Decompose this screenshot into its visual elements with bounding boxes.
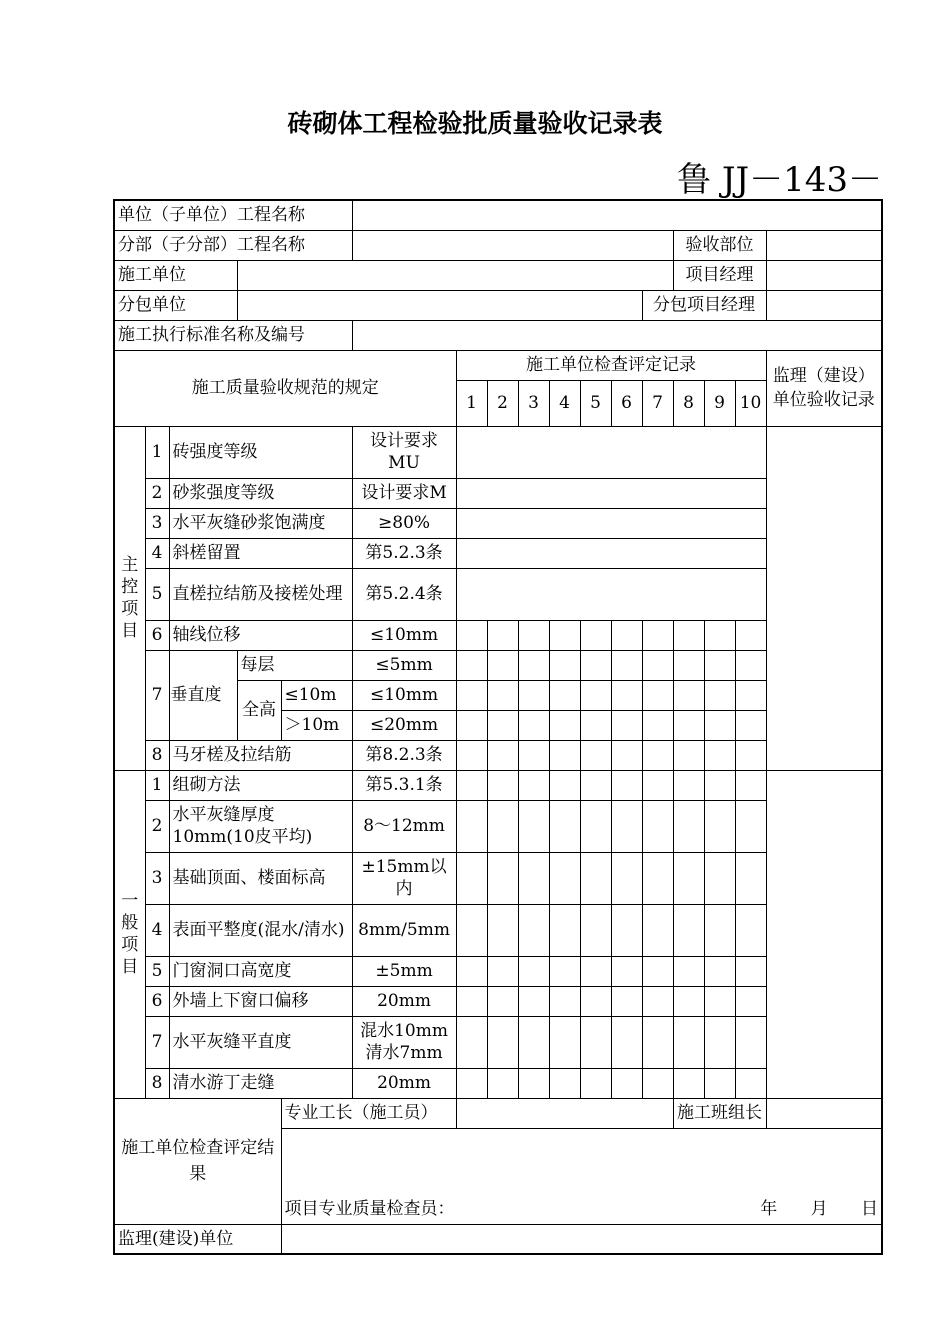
record-cell[interactable] (456, 800, 487, 852)
record-cell[interactable] (549, 680, 580, 710)
record-cell[interactable] (487, 1068, 518, 1098)
record-cell[interactable] (518, 770, 549, 800)
main-control-label: 主控项目 (114, 426, 145, 770)
item-no: 4 (145, 904, 169, 956)
item-requirement: 设计要求M (352, 478, 456, 508)
form-code: 鲁 JJ－143－ (677, 160, 882, 200)
col-number: 5 (580, 380, 611, 426)
record-cell[interactable] (735, 800, 766, 852)
record-cell[interactable] (487, 620, 518, 650)
record-cell[interactable] (673, 956, 704, 986)
item-name: 砖强度等级 (169, 426, 352, 478)
record-cell[interactable] (735, 740, 766, 770)
col-number: 1 (456, 380, 487, 426)
record-cell[interactable] (642, 1068, 673, 1098)
record-cell[interactable] (735, 904, 766, 956)
record-cell[interactable] (580, 800, 611, 852)
record-cell[interactable] (642, 770, 673, 800)
record-cell[interactable] (580, 680, 611, 710)
record-cell[interactable] (518, 680, 549, 710)
record-cell[interactable] (456, 568, 766, 620)
record-cell[interactable] (580, 770, 611, 800)
record-cell[interactable] (735, 710, 766, 740)
record-cell[interactable] (642, 1016, 673, 1068)
record-cell[interactable] (487, 710, 518, 740)
supervision-unit-label: 监理(建设)单位 (114, 1224, 281, 1254)
col-number: 7 (642, 380, 673, 426)
record-cell[interactable] (704, 710, 735, 740)
record-cell[interactable] (673, 620, 704, 650)
record-cell[interactable] (735, 680, 766, 710)
record-cell[interactable] (642, 800, 673, 852)
record-cell[interactable] (611, 770, 642, 800)
record-cell[interactable] (580, 904, 611, 956)
record-cell[interactable] (704, 680, 735, 710)
record-cell[interactable] (549, 986, 580, 1016)
record-cell[interactable] (704, 1016, 735, 1068)
item-name: 直槎拉结筋及接槎处理 (169, 568, 352, 620)
item-name: 轴线位移 (169, 620, 352, 650)
accept-part-value[interactable] (766, 230, 882, 260)
item-name: 组砌方法 (169, 770, 352, 800)
record-cell[interactable] (456, 680, 487, 710)
record-cell[interactable] (704, 986, 735, 1016)
item-name: 水平灰缝平直度 (169, 1016, 352, 1068)
item-no: 5 (145, 956, 169, 986)
record-cell[interactable] (456, 770, 487, 800)
item-requirement: 第5.2.3条 (352, 538, 456, 568)
record-cell[interactable] (549, 852, 580, 904)
record-cell[interactable] (456, 904, 487, 956)
record-cell[interactable] (642, 740, 673, 770)
record-cell[interactable] (518, 904, 549, 956)
record-cell[interactable] (611, 740, 642, 770)
record-cell[interactable] (704, 1068, 735, 1098)
inspection-result-cell[interactable] (281, 1128, 882, 1224)
item-requirement: ±5mm (352, 956, 456, 986)
general-row-1 (114, 770, 882, 800)
record-cell[interactable] (487, 740, 518, 770)
record-cell[interactable] (487, 770, 518, 800)
col-number: 10 (735, 380, 766, 426)
record-cell[interactable] (735, 986, 766, 1016)
record-cell[interactable] (456, 710, 487, 740)
full-height-label: 全高 (237, 680, 281, 740)
record-cell[interactable] (611, 1016, 642, 1068)
item-name: 砂浆强度等级 (169, 478, 352, 508)
item-no: 6 (145, 620, 169, 650)
record-cell[interactable] (735, 852, 766, 904)
row-subcontractor (114, 290, 882, 320)
record-cell[interactable] (580, 956, 611, 986)
sub-project-label: 分部（子分部）工程名称 (114, 230, 352, 260)
record-cell[interactable] (456, 986, 487, 1016)
record-cell[interactable] (673, 800, 704, 852)
record-cell[interactable] (549, 1068, 580, 1098)
record-cell[interactable] (580, 1016, 611, 1068)
record-cell[interactable] (611, 904, 642, 956)
record-cell[interactable] (611, 710, 642, 740)
height-le10-label: ≤10m (281, 680, 352, 710)
record-cell[interactable] (456, 1016, 487, 1068)
record-cell[interactable] (549, 740, 580, 770)
check-record-header: 施工单位检查评定记录 (456, 350, 766, 380)
item-requirement: ≤5mm (352, 650, 456, 680)
team-leader-label: 施工班组长 (673, 1098, 766, 1128)
foreman-value[interactable] (456, 1098, 673, 1128)
record-cell[interactable] (487, 852, 518, 904)
item-no: 1 (145, 426, 169, 478)
record-cell[interactable] (456, 852, 487, 904)
project-manager-label: 项目经理 (673, 260, 766, 290)
subcontractor-value[interactable] (237, 290, 642, 320)
record-cell[interactable] (487, 650, 518, 680)
main-control-supervision[interactable] (766, 426, 882, 770)
unit-project-label: 单位（子单位）工程名称 (114, 200, 352, 230)
record-cell[interactable] (487, 986, 518, 1016)
item-no: 6 (145, 986, 169, 1016)
record-cell[interactable] (518, 710, 549, 740)
record-cell[interactable] (611, 986, 642, 1016)
spec-header: 施工质量验收规范的规定 (114, 350, 456, 426)
record-cell[interactable] (487, 680, 518, 710)
record-cell[interactable] (549, 904, 580, 956)
record-cell[interactable] (673, 770, 704, 800)
item-name: 门窗洞口高宽度 (169, 956, 352, 986)
item-no: 1 (145, 770, 169, 800)
construction-unit-value[interactable] (237, 260, 673, 290)
record-cell[interactable] (611, 1068, 642, 1098)
record-cell[interactable] (704, 770, 735, 800)
item-requirement: ≤10mm (352, 680, 456, 710)
record-cell[interactable] (642, 904, 673, 956)
record-cell[interactable] (673, 740, 704, 770)
record-cell[interactable] (518, 800, 549, 852)
item-requirement: ≥80% (352, 508, 456, 538)
record-cell[interactable] (518, 650, 549, 680)
record-cell[interactable] (456, 478, 766, 508)
record-cell[interactable] (704, 650, 735, 680)
record-cell[interactable] (487, 800, 518, 852)
supervision-header: 监理（建设）单位验收记录 (766, 350, 882, 426)
record-cell[interactable] (549, 770, 580, 800)
record-cell[interactable] (704, 740, 735, 770)
record-cell[interactable] (518, 620, 549, 650)
record-cell[interactable] (456, 740, 487, 770)
col-number: 9 (704, 380, 735, 426)
item-no: 8 (145, 740, 169, 770)
record-cell[interactable] (549, 1016, 580, 1068)
record-cell[interactable] (549, 710, 580, 740)
record-cell[interactable] (549, 800, 580, 852)
footer-row-1 (114, 1098, 882, 1128)
item-no: 3 (145, 852, 169, 904)
item-no: 5 (145, 568, 169, 620)
general-supervision[interactable] (766, 770, 882, 1098)
col-number: 8 (673, 380, 704, 426)
record-cell[interactable] (518, 852, 549, 904)
item-requirement: 第5.2.4条 (352, 568, 456, 620)
record-cell[interactable] (611, 800, 642, 852)
record-cell[interactable] (611, 852, 642, 904)
footer-row-3 (114, 1224, 882, 1254)
record-cell[interactable] (642, 650, 673, 680)
record-cell[interactable] (735, 650, 766, 680)
record-cell[interactable] (673, 680, 704, 710)
record-cell[interactable] (456, 508, 766, 538)
record-cell[interactable] (580, 710, 611, 740)
record-cell[interactable] (704, 800, 735, 852)
item-requirement: 20mm (352, 1068, 456, 1098)
row-standard (114, 320, 882, 350)
inspector-label: 项目专业质量检查员： (284, 1198, 455, 1219)
item-requirement: 8mm/5mm (352, 904, 456, 956)
item-name: 水平灰缝厚度10mm(10皮平均) (169, 800, 352, 852)
record-cell[interactable] (673, 710, 704, 740)
record-cell[interactable] (611, 956, 642, 986)
sub-project-manager-label: 分包项目经理 (642, 290, 766, 320)
item-name: 基础顶面、楼面标高 (169, 852, 352, 904)
page-title: 砖砌体工程检验批质量验收记录表 (287, 109, 663, 138)
record-cell[interactable] (735, 956, 766, 986)
project-manager-value[interactable] (766, 260, 882, 290)
record-cell[interactable] (673, 852, 704, 904)
record-cell[interactable] (704, 904, 735, 956)
item-no: 4 (145, 538, 169, 568)
record-cell[interactable] (673, 904, 704, 956)
item-no: 8 (145, 1068, 169, 1098)
item-requirement: ≤20mm (352, 710, 456, 740)
row-colhead-1 (114, 350, 882, 380)
record-cell[interactable] (704, 620, 735, 650)
item-requirement: ≤10mm (352, 620, 456, 650)
item-requirement: 混水10mm 清水7mm (352, 1016, 456, 1068)
record-cell[interactable] (518, 740, 549, 770)
record-cell[interactable] (518, 986, 549, 1016)
col-number: 6 (611, 380, 642, 426)
item-requirement: 第5.3.1条 (352, 770, 456, 800)
item-no: 7 (145, 1016, 169, 1068)
record-cell[interactable] (642, 852, 673, 904)
record-cell[interactable] (735, 770, 766, 800)
record-cell[interactable] (642, 956, 673, 986)
general-label: 一般项目 (114, 770, 145, 1098)
record-cell[interactable] (735, 1016, 766, 1068)
record-cell[interactable] (642, 620, 673, 650)
record-cell[interactable] (704, 852, 735, 904)
row-sub-project (114, 230, 882, 260)
record-cell[interactable] (549, 956, 580, 986)
record-cell[interactable] (456, 426, 766, 478)
record-cell[interactable] (456, 956, 487, 986)
record-cell[interactable] (518, 956, 549, 986)
record-cell[interactable] (487, 904, 518, 956)
record-cell[interactable] (673, 986, 704, 1016)
record-cell[interactable] (518, 1068, 549, 1098)
item-no: 3 (145, 508, 169, 538)
sub-project-value[interactable] (352, 230, 673, 260)
inspection-table (113, 199, 883, 1255)
record-cell[interactable] (580, 852, 611, 904)
record-cell[interactable] (487, 956, 518, 986)
item-no: 7 (145, 650, 169, 740)
record-cell[interactable] (580, 1068, 611, 1098)
record-cell[interactable] (487, 1016, 518, 1068)
team-leader-value[interactable] (766, 1098, 882, 1128)
record-cell[interactable] (642, 710, 673, 740)
record-cell[interactable] (580, 740, 611, 770)
col-number: 2 (487, 380, 518, 426)
unit-project-value[interactable] (352, 200, 882, 230)
per-floor-label: 每层 (237, 650, 352, 680)
record-cell[interactable] (735, 1068, 766, 1098)
record-cell[interactable] (580, 650, 611, 680)
item-requirement: 8～12mm (352, 800, 456, 852)
record-cell[interactable] (611, 620, 642, 650)
item-name: 垂直度 (169, 650, 237, 740)
record-cell[interactable] (456, 620, 487, 650)
record-cell[interactable] (673, 1016, 704, 1068)
record-cell[interactable] (580, 986, 611, 1016)
record-cell[interactable] (611, 680, 642, 710)
record-cell[interactable] (673, 1068, 704, 1098)
record-cell[interactable] (642, 986, 673, 1016)
accept-part-label: 验收部位 (673, 230, 766, 260)
col-number: 3 (518, 380, 549, 426)
record-cell[interactable] (704, 956, 735, 986)
record-cell[interactable] (611, 650, 642, 680)
day-label: 日 (861, 1198, 879, 1219)
main-row-1 (114, 426, 882, 478)
record-cell[interactable] (673, 650, 704, 680)
record-cell[interactable] (518, 1016, 549, 1068)
record-cell[interactable] (456, 538, 766, 568)
record-cell[interactable] (549, 620, 580, 650)
item-name: 水平灰缝砂浆饱满度 (169, 508, 352, 538)
item-requirement: 20mm (352, 986, 456, 1016)
supervision-unit-value[interactable] (281, 1224, 882, 1254)
item-no: 2 (145, 478, 169, 508)
item-no: 2 (145, 800, 169, 852)
standard-value[interactable] (352, 320, 882, 350)
item-requirement: 设计要求MU (352, 426, 456, 478)
foreman-label: 专业工长（施工员） (281, 1098, 456, 1128)
construction-unit-label: 施工单位 (114, 260, 237, 290)
item-requirement: ±15mm以内 (352, 852, 456, 904)
record-cell[interactable] (642, 680, 673, 710)
record-cell[interactable] (735, 620, 766, 650)
item-name: 外墙上下窗口偏移 (169, 986, 352, 1016)
item-name: 斜槎留置 (169, 538, 352, 568)
record-cell[interactable] (580, 620, 611, 650)
col-number: 4 (549, 380, 580, 426)
year-label: 年 (760, 1198, 778, 1219)
item-requirement: 第8.2.3条 (352, 740, 456, 770)
month-label: 月 (810, 1198, 828, 1219)
sub-project-manager-value[interactable] (766, 290, 882, 320)
height-gt10-label: ＞10m (281, 710, 352, 740)
row-unit-project (114, 200, 882, 230)
record-cell[interactable] (456, 650, 487, 680)
record-cell[interactable] (456, 1068, 487, 1098)
subcontractor-label: 分包单位 (114, 290, 237, 320)
item-name: 表面平整度(混水/清水) (169, 904, 352, 956)
item-name: 马牙槎及拉结筋 (169, 740, 352, 770)
item-name: 清水游丁走缝 (169, 1068, 352, 1098)
row-construction-unit (114, 260, 882, 290)
result-label: 施工单位检查评定结果 (114, 1098, 281, 1224)
record-cell[interactable] (549, 650, 580, 680)
standard-label: 施工执行标准名称及编号 (114, 320, 352, 350)
